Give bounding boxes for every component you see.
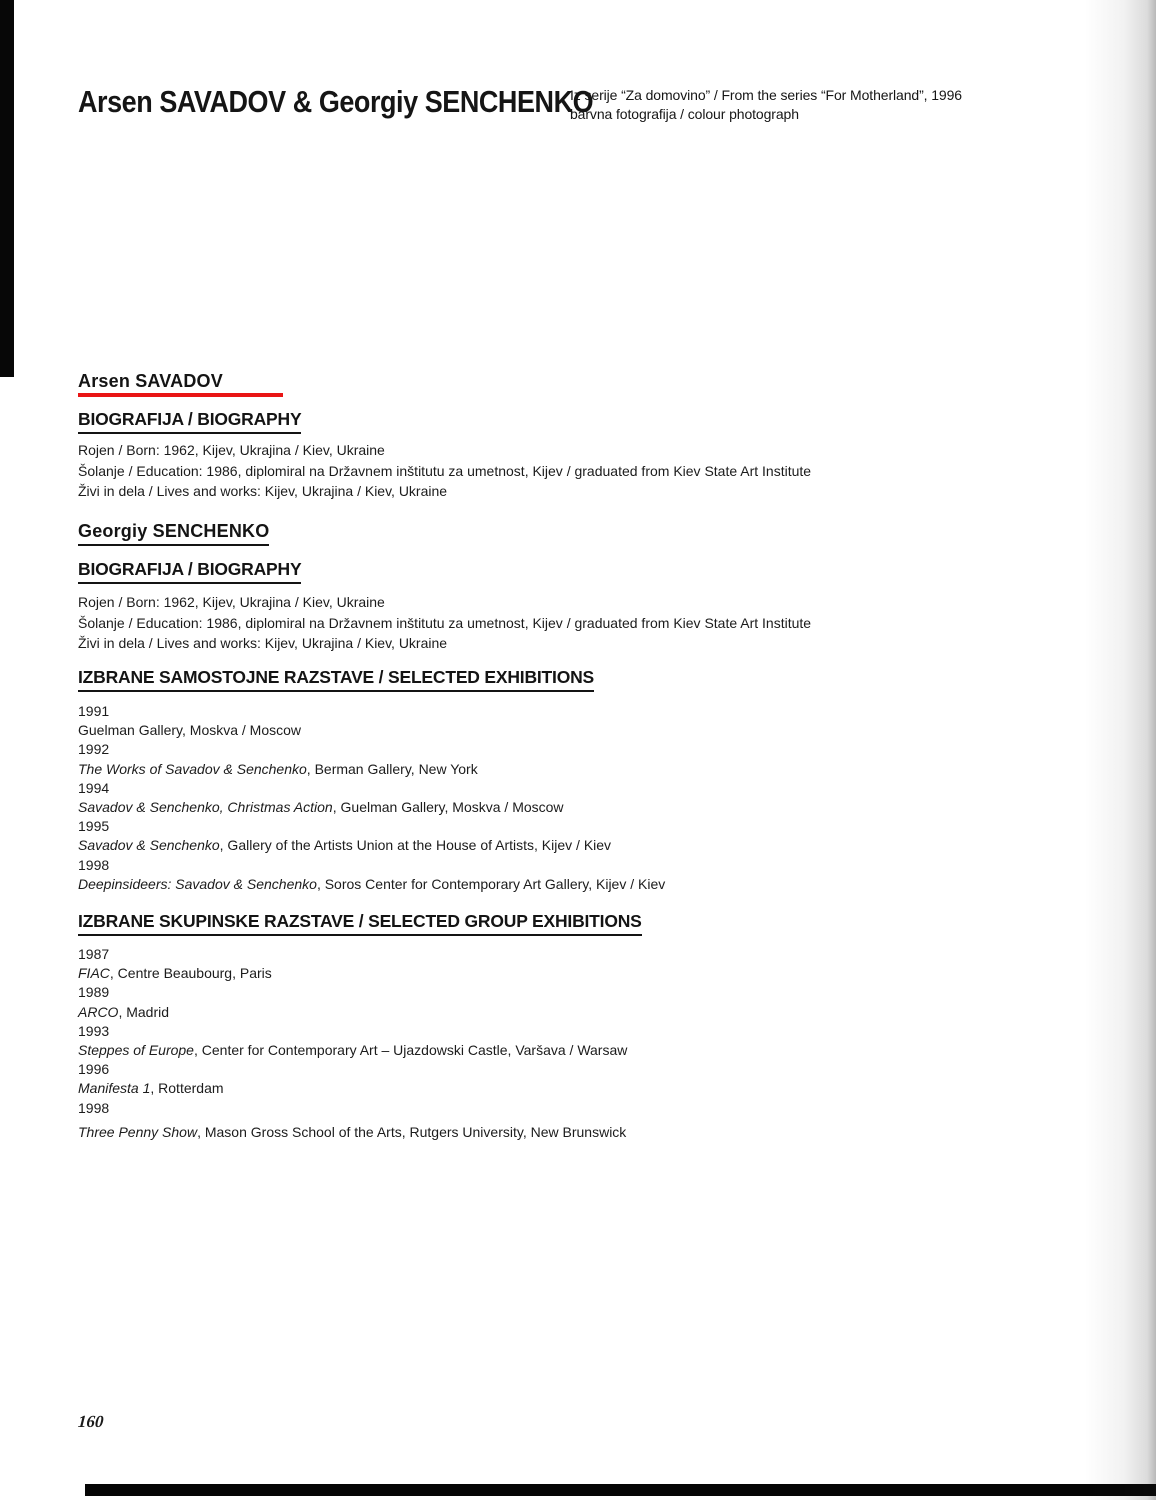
exhibition-detail: 1996: [78, 1061, 110, 1078]
exhibition-line: [78, 875, 665, 894]
page-number: 160: [77, 1412, 105, 1431]
left-scan-artifact-bar: [0, 0, 14, 377]
exhibition-line: [78, 798, 665, 817]
exhibition-detail: 1995: [78, 818, 110, 835]
exhibition-title: The Works of Savadov & Senchenko: [78, 760, 307, 777]
bio-line: Šolanje / Education: 1986, diplomiral na Državnem inštitutu za umetnost, Kijev / graduated from Kiev State Art Institute: [78, 614, 812, 631]
exhibition-line: [78, 1124, 626, 1140]
exhibition-detail: , Rotterdam: [150, 1080, 224, 1097]
exhibition-line: [78, 702, 665, 721]
right-page-curl-shadow: [1084, 0, 1156, 1500]
exhibition-detail: 1994: [78, 779, 110, 796]
exhibition-line: [78, 779, 665, 798]
exhibition-line: [78, 1041, 627, 1060]
exhibition-detail: 1992: [78, 741, 110, 758]
bio-line: Živi in dela / Lives and works: Kijev, Ukrajina / Kiev, Ukraine: [78, 483, 448, 499]
solo-exhibitions-list: [78, 702, 665, 894]
exhibition-detail: , Mason Gross School of the Arts, Rutgers University, New Brunswick: [197, 1124, 627, 1140]
exhibition-detail: Guelman Gallery, Moskva / Moscow: [78, 722, 302, 739]
exhibition-detail: , Berman Gallery, New York: [306, 760, 478, 777]
exhibition-detail: , Centre Beaubourg, Paris: [109, 965, 272, 982]
exhibition-line: [78, 983, 627, 1002]
bio-line: Rojen / Born: 1962, Kijev, Ukrajina / Kiev, Ukraine: [78, 442, 385, 458]
exhibition-line: [78, 1022, 627, 1041]
red-accent-line: [78, 393, 283, 397]
group-exhibitions-heading: IZBRANE SKUPINSKE RAZSTAVE / SELECTED GROUP EXHIBITIONS: [78, 911, 642, 936]
exhibition-detail: 1991: [78, 703, 110, 719]
artist2-name-heading: Georgiy SENCHENKO: [78, 521, 269, 546]
group-exhibitions-list: [78, 945, 627, 1118]
exhibition-title: Three Penny Show: [78, 1124, 198, 1140]
artwork-caption: [570, 86, 962, 124]
exhibition-line: [78, 836, 665, 855]
bio-line: Živi in dela / Lives and works: Kijev, Ukrajina / Kiev, Ukraine: [78, 635, 448, 651]
exhibition-title: Deepinsideers: Savadov & Senchenko: [78, 875, 317, 892]
caption-series-line: Iz serije “Za domovino” / From the series “For Motherland”, 1996: [570, 87, 962, 103]
exhibition-line: [78, 1079, 627, 1098]
exhibition-detail: 1989: [78, 984, 110, 1001]
exhibition-detail: , Madrid: [118, 1003, 170, 1020]
artist1-name-heading: Arsen SAVADOV: [78, 371, 223, 396]
artist1-biography-heading: BIOGRAFIJA / BIOGRAPHY: [78, 409, 301, 434]
exhibition-detail: 1987: [78, 946, 110, 962]
solo-exhibitions-heading: IZBRANE SAMOSTOJNE RAZSTAVE / SELECTED EXHIBITIONS: [78, 667, 594, 692]
caption-medium-line: barvna fotografija / colour photograph: [570, 106, 799, 122]
exhibition-title: FIAC: [78, 965, 110, 982]
exhibition-line: [78, 1003, 627, 1022]
exhibition-title: ARCO: [78, 1003, 119, 1020]
exhibition-detail: 1998: [78, 1099, 110, 1116]
exhibition-title: Savadov & Senchenko: [78, 837, 220, 854]
exhibition-detail: 1993: [78, 1022, 110, 1039]
bio-line: Šolanje / Education: 1986, diplomiral na Državnem inštitutu za umetnost, Kijev / graduated from Kiev State Art Institute: [78, 462, 812, 479]
exhibition-detail: , Guelman Gallery, Moskva / Moscow: [332, 799, 564, 816]
artist1-biography: [78, 440, 811, 502]
bottom-scan-artifact-bar: [85, 1484, 1156, 1496]
exhibition-detail: , Soros Center for Contemporary Art Gallery, Kijev / Kiev: [316, 875, 666, 892]
exhibition-line: [78, 760, 665, 779]
exhibition-detail: , Center for Contemporary Art – Ujazdowski Castle, Varšava / Warsaw: [193, 1042, 628, 1059]
exhibition-title: Manifesta 1: [78, 1080, 151, 1097]
exhibition-line: [78, 1060, 627, 1079]
exhibition-line: [78, 964, 627, 983]
artist2-biography: [78, 592, 811, 654]
exhibition-detail: 1998: [78, 856, 110, 873]
exhibition-line: [78, 721, 665, 740]
exhibition-line: [78, 1099, 627, 1118]
exhibition-line: [78, 856, 665, 875]
artist2-biography-heading: BIOGRAFIJA / BIOGRAPHY: [78, 559, 301, 584]
exhibition-line: [78, 740, 665, 759]
exhibition-title: Steppes of Europe: [78, 1042, 194, 1059]
exhibition-line: [78, 945, 627, 964]
exhibition-title: Savadov & Senchenko, Christmas Action: [78, 799, 333, 816]
exhibition-detail: , Gallery of the Artists Union at the House of Artists, Kijev / Kiev: [219, 837, 612, 854]
exhibition-line: [78, 817, 665, 836]
page-title: Arsen SAVADOV & Georgiy SENCHENKO: [78, 84, 594, 119]
bio-line: Rojen / Born: 1962, Kijev, Ukrajina / Kiev, Ukraine: [78, 594, 385, 610]
